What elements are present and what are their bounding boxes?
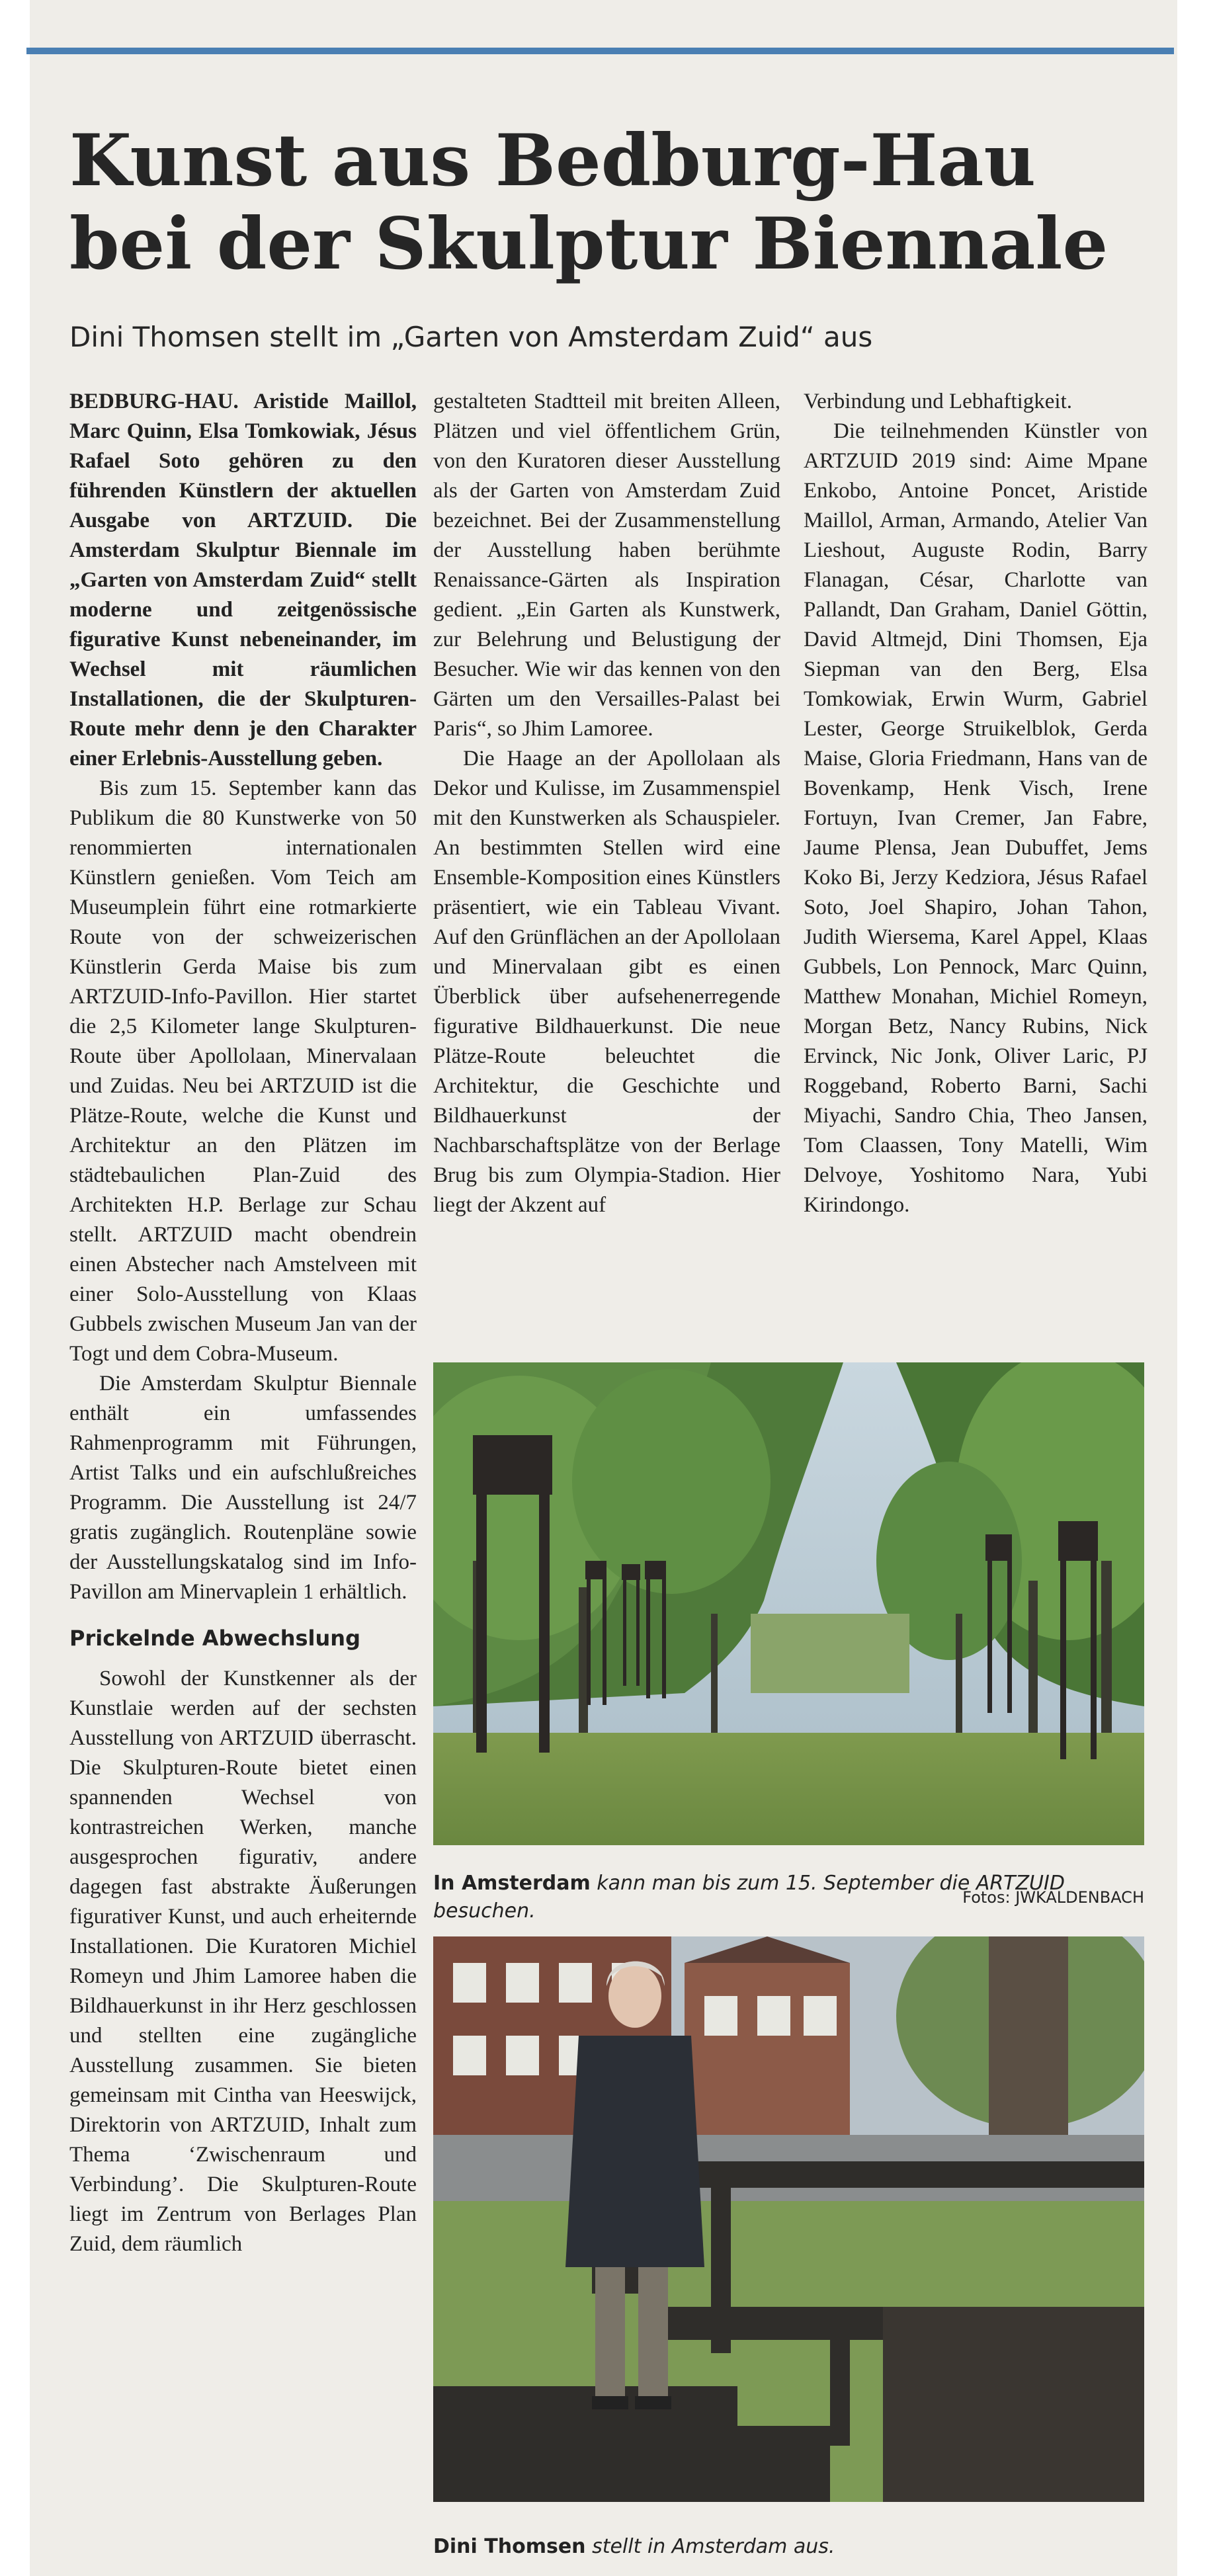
- photo-avenue-sculptures: [433, 1362, 1144, 1845]
- column-2: [433, 387, 780, 1220]
- headline: Kunst aus Bedburg-Hau bei der Skulptur Biennale: [69, 119, 1108, 286]
- photo-artist-portrait: [433, 1936, 1144, 2502]
- caption-2-bold: Dini Thomsen: [433, 2535, 586, 2558]
- subheadline: Dini Thomsen stellt im „Garten von Amsterdam Zuid“ aus: [69, 321, 873, 353]
- paragraph: Die Haage an der Apollolaan als Dekor und Kulisse, im Zusammenspiel mit den Kunstwerken als Schauspieler. An bestimmten Stellen wird eine Ensemble-Komposition eines Künstlers präsentiert, wie ein Tableau Vivant. Auf den Grünflächen an der Apollolaan und Minervalaan gibt es einen Überblick über aufsehenerregende figurative Bildhauerkunst. Die neue Plätze-Route beleuchtet die Architektur, die Geschichte und Bildhauerkunst der Nachbarschaftsplätze von der Berlage Brug bis zum Olympia-Stadion. Hier liegt der Akzent auf: [433, 747, 780, 1217]
- column-3: [804, 387, 1148, 1220]
- photo-caption-2: [433, 2533, 1144, 2561]
- caption-1-text: kann man bis zum 15. September die ARTZUID besuchen.: [433, 1872, 1065, 1923]
- paragraph: Sowohl der Kunstkenner als der Kunstlaie werden auf der sechsten Ausstellung von ARTZUID überrascht. Die Skulpturen-Route bietet einen spannenden Wechsel von kontrastreichen Werken, manche ausgesprochen figurativ, andere dagegen fast abstrakte Äußerungen figurativer Kunst, und auch erheiternde Installationen. Die Kuratoren Michiel Romeyn und Jhim Lamoree haben die Bildhauerkunst in ihr Herz geschlossen und stellten eine zugängliche Ausstellung zusammen. Sie bieten gemeinsam mit Cintha van Heeswijck, Direktorin von ARTZUID, Inhalt zum Thema ‘Zwischenraum und Verbindung’. Die Skulpturen-Route liegt im Zentrum von Berlages Plan Zuid, dem räumlich: [69, 1667, 417, 2256]
- photo-artist-image: [433, 1936, 1144, 2502]
- accent-rule: [26, 48, 1174, 54]
- paragraph: Verbindung und Lebhaftigkeit.: [804, 390, 1072, 413]
- caption-2-text: stellt in Amsterdam aus.: [585, 2535, 835, 2558]
- photo-credit: Fotos: JWKALDENBACH: [962, 1888, 1144, 1907]
- artist-list-paragraph: Die teilnehmenden Künstler von ARTZUID 2019 sind: Aime Mpane Enkobo, Antoine Poncet, Aristide Maillol, Arman, Armando, Atelier Van Lieshout, Auguste Rodin, Barry Flanagan, César, Charlotte van Pallandt, Dan Graham, Daniel Göttin, David Altmejd, Dini Thomsen, Eja Siepman van den Berg, Elsa Tomkowiak, Erwin Wurm, Gabriel Lester, George Struikelblok, Gerda Maise, Gloria Friedmann, Hans van de Bovenkamp, Henk Visch, Irene Fortuyn, Ivan Cremer, Jan Fabre, Jaume Plensa, Jean Dubuffet, Jems Koko Bi, Jerzy Kedziora, Jésus Rafael Soto, Joel Shapiro, Johan Tahon, Judith Wiersema, Karel Appel, Klaas Gubbels, Lon Pennock, Marc Quinn, Matthew Monahan, Michiel Romeyn, Morgan Betz, Nancy Rubins, Nick Ervinck, Nic Jonk, Oliver Laric, PJ Roggeband, Roberto Barni, Sachi Miyachi, Sandro Chia, Theo Jansen, Tom Claassen, Tony Matelli, Wim Delvoye, Yoshitomo Nara, Yubi Kirindongo.: [804, 419, 1148, 1217]
- caption-1-bold: In Amsterdam: [433, 1872, 591, 1895]
- paragraph: Bis zum 15. September kann das Publikum die 80 Kunstwerke von 50 renommierten internationalen Künstlern genießen. Vom Teich am Museumplein führt eine rotmarkierte Route von der schweizerischen Künstlerin Gerda Maise bis zum ARTZUID-Info-Pavillon. Hier startet die 2,5 Kilometer lange Skulpturen-Route über Apollolaan, Minervalaan und Zuidas. Neu bei ARTZUID ist die Plätze-Route, welche die Kunst und Architektur an den Plätzen im städtebaulichen Plan-Zuid des Architekten H.P. Berlage zur Schau stellt. ARTZUID macht obendrein einen Abstecher nach Amstelveen mit einer Solo-Ausstellung von Klaas Gubbels zwischen Museum Jan van der Togt und dem Cobra-Museum.: [69, 776, 417, 1366]
- lead-paragraph: BEDBURG-HAU. Aristide Maillol, Marc Quinn, Elsa Tomkowiak, Jésus Rafael Soto gehören zu den führenden Künstlern der aktuellen Ausgabe von ARTZUID. Die Amsterdam Skulptur Biennale im „Garten von Amsterdam Zuid“ stellt moderne und zeitgenössische figurative Kunst nebeneinander, im Wechsel mit räumlichen Installationen, die der Skulpturen-Route mehr denn je den Charakter einer Erlebnis-Ausstellung geben.: [69, 390, 417, 770]
- paragraph: Die Amsterdam Skulptur Biennale enthält ein umfassendes Rahmenprogramm mit Führungen, Artist Talks und ein aufschlußreiches Programm. Die Ausstellung ist 24/7 gratis zugänglich. Routenpläne sowie der Ausstellungskatalog sind im Info-Pavillon am Minervaplein 1 erhältlich.: [69, 1372, 417, 1604]
- section-heading: Prickelnde Abwechslung: [69, 1626, 360, 1651]
- paragraph: gestalteten Stadtteil mit breiten Alleen, Plätzen und viel öffentlichem Grün, von den Kuratoren dieser Ausstellung als der Garten von Amsterdam Zuid bezeichnet. Bei der Zusammenstellung der Ausstellung haben berühmte Renaissance-Gärten als Inspiration gedient. „Ein Garten als Kunstwerk, zur Belehrung und Belustigung der Besucher. Wie wir das kennen von den Gärten um den Versailles-Palast bei Paris“, so Jhim Lamoree.: [433, 390, 780, 741]
- column-1: [69, 387, 417, 2259]
- photo-avenue-image: [433, 1362, 1144, 1845]
